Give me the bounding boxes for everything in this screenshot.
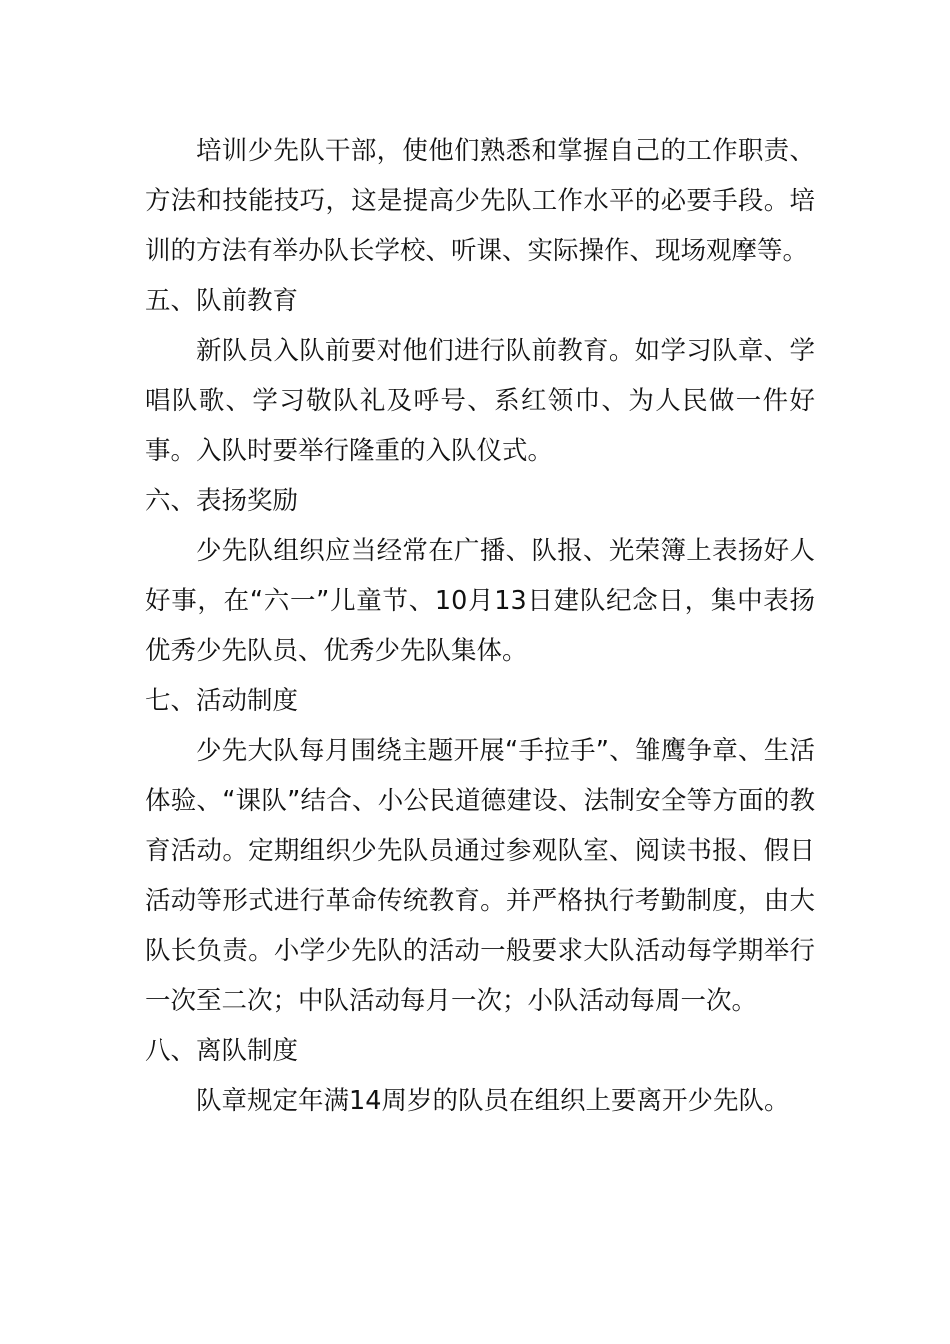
section-heading-5: 五、队前教育 bbox=[145, 286, 299, 316]
paragraph-cadre-training: 培训少先队干部，使他们熟悉和掌握自己的工作职责、方法和技能技巧，这是提高少先队工作水平的必要手段。培训的方法有举办队长学校、听课、实际操作、现场观摩等。 bbox=[145, 136, 815, 266]
paragraph-commendation: 少先队组织应当经常在广播、队报、光荣簿上表扬好人好事，在“六一”儿童节、10月13日建队纪念日，集中表扬优秀少先队员、优秀少先队集体。 bbox=[145, 536, 815, 666]
paragraph-pre-join-education: 新队员入队前要对他们进行队前教育。如学习队章、学唱队歌、学习敬队礼及呼号、系红领巾、为人民做一件好事。入队时要举行隆重的入队仪式。 bbox=[145, 336, 815, 466]
paragraph-activity-system: 少先大队每月围绕主题开展“手拉手”、雏鹰争章、生活体验、“课队”结合、小公民道德建设、法制安全等方面的教育活动。定期组织少先队员通过参观队室、阅读书报、假日活动等形式进行革命传统教育。并严格执行考勤制度，由大队长负责。小学少先队的活动一般要求大队活动每学期举行一次至二次；中队活动每月一次；小队活动每周一次。 bbox=[145, 736, 815, 1016]
paragraph-leaving-system: 队章规定年满14周岁的队员在组织上要离开少先队。 bbox=[196, 1086, 790, 1116]
document-page bbox=[145, 126, 815, 1126]
section-heading-7: 七、活动制度 bbox=[145, 686, 299, 716]
section-heading-6: 六、表扬奖励 bbox=[145, 486, 299, 516]
section-heading-8: 八、离队制度 bbox=[145, 1036, 299, 1066]
